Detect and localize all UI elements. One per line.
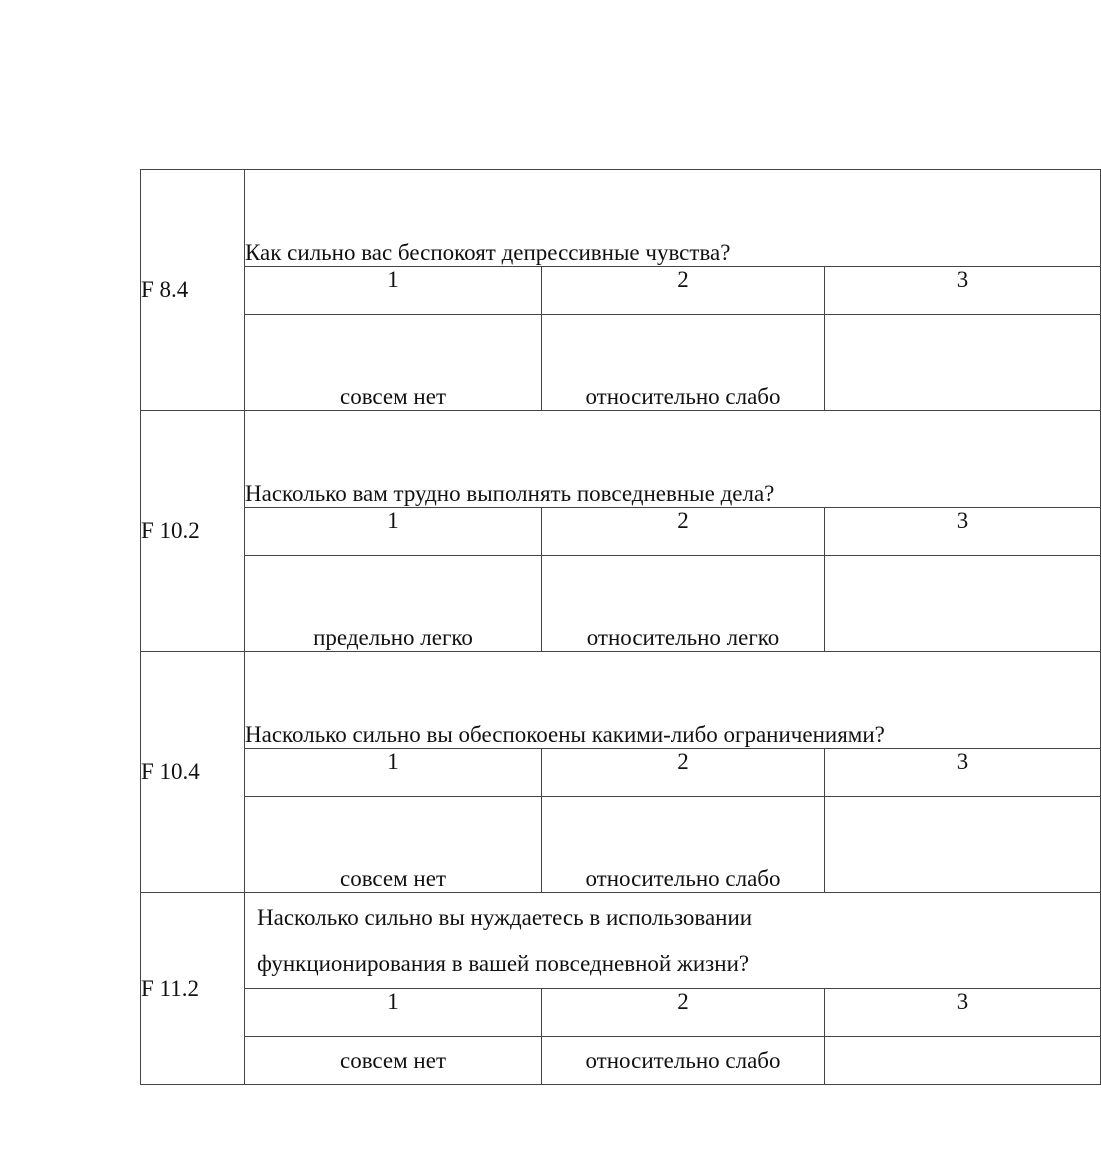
- scale-label-row: [141, 556, 1101, 652]
- scale-number: 2: [542, 267, 825, 315]
- scale-number: 2: [542, 989, 825, 1037]
- question-line: Насколько сильно вы обеспокоены какими-либо ограничениями?: [245, 722, 885, 747]
- question-row: [141, 893, 1101, 989]
- question-text: [245, 652, 1101, 749]
- scale-number: 3: [825, 749, 1101, 797]
- question-line: Насколько сильно вы нуждаетесь в использовании: [257, 904, 753, 930]
- scale-number-row: [141, 508, 1101, 556]
- scale-label: относительно слабо: [542, 1037, 825, 1085]
- scale-label-row: [141, 797, 1101, 893]
- scale-number-row: [141, 267, 1101, 315]
- scale-label: [825, 315, 1101, 411]
- questionnaire-table: [140, 169, 1101, 1085]
- scale-label: [825, 797, 1101, 893]
- question-line: Насколько вам трудно выполнять повседневные дела?: [245, 481, 775, 506]
- scale-number: 3: [825, 267, 1101, 315]
- scale-label-row: [141, 315, 1101, 411]
- scale-label: совсем нет: [245, 315, 542, 411]
- scale-number: 2: [542, 749, 825, 797]
- scale-number: 3: [825, 989, 1101, 1037]
- question-text: [245, 893, 1101, 989]
- scale-label: [825, 1037, 1101, 1085]
- question-line: Как сильно вас беспокоят депрессивные чувства?: [245, 240, 731, 265]
- scale-label: относительно легко: [542, 556, 825, 652]
- scale-number: 1: [245, 989, 542, 1037]
- scale-number: 1: [245, 508, 542, 556]
- scale-number-row: [141, 749, 1101, 797]
- scale-number: 3: [825, 508, 1101, 556]
- question-text: [245, 170, 1101, 267]
- question-text: [245, 411, 1101, 508]
- scale-label-row: [141, 1037, 1101, 1085]
- question-row: [141, 652, 1101, 749]
- scale-label: [825, 556, 1101, 652]
- scale-label: относительно слабо: [542, 797, 825, 893]
- scale-label: совсем нет: [245, 797, 542, 893]
- item-code: F 8.4: [141, 170, 245, 411]
- question-row: [141, 170, 1101, 267]
- item-code: F 10.2: [141, 411, 245, 652]
- question-row: [141, 411, 1101, 508]
- item-code: F 10.4: [141, 652, 245, 893]
- question-line: функционирования в вашей повседневной жизни?: [257, 950, 750, 976]
- scale-label: относительно слабо: [542, 315, 825, 411]
- scale-number-row: [141, 989, 1101, 1037]
- scale-label: предельно легко: [245, 556, 542, 652]
- scale-number: 1: [245, 267, 542, 315]
- item-code: F 11.2: [141, 893, 245, 1085]
- scale-number: 2: [542, 508, 825, 556]
- scale-number: 1: [245, 749, 542, 797]
- scale-label: совсем нет: [245, 1037, 542, 1085]
